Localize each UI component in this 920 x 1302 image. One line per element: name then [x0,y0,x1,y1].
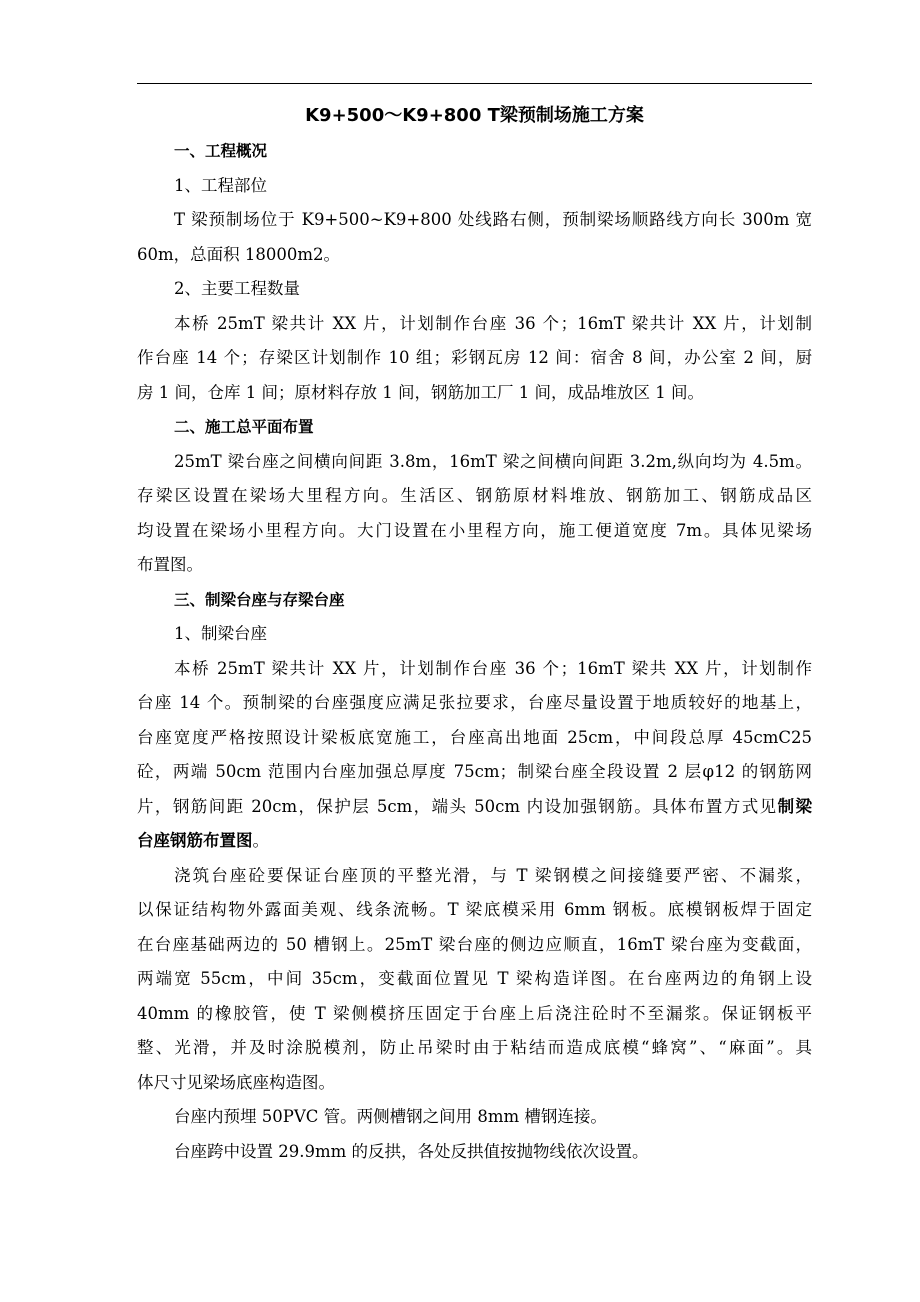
paragraph-line: 60m，总面积 18000m2。 [137,244,341,264]
subheading-3-1: 1、制梁台座 [174,624,267,643]
paragraph-line: 砼，两端 50cm 范围内台座加强总厚度 75cm；制梁台座全段设置 2 层φ12 的钢筋网 [137,762,812,781]
subheading-1-2: 2、主要工程数量 [174,279,300,298]
figure-reference: 制梁 [777,796,812,816]
paragraph-line: 台座内预埋 50PVC 管。两侧槽钢之间用 8mm 槽钢连接。 [174,1107,607,1126]
paragraph-line: 台座跨中设置 29.9mm 的反拱，各处反拱值按抛物线依次设置。 [174,1141,649,1161]
paragraph-line: 两端宽 55cm，中间 35cm，变截面位置见 T 梁构造详图。在台座两边的角钢上设 [137,969,812,988]
subheading-1-1: 1、工程部位 [174,175,267,195]
paragraph-line: 以保证结构物外露面美观、线条流畅。T 梁底模采用 6mm 钢板。底模钢板焊于固定 [137,900,812,919]
paragraph-line: 台座 14 个。预制梁的台座强度应满足张拉要求，台座尽量设置于地质较好的地基上， [137,693,812,712]
figure-reference: 台座钢筋布置图 [137,831,253,850]
paragraph-text: 。 [252,831,269,850]
paragraph-line: 体尺寸见梁场底座构造图。 [137,1072,335,1092]
section-heading-1: 一、工程概况 [174,142,268,160]
paragraph-line: 台座宽度严格按照设计梁板底宽施工，台座高出地面 25cm，中间段总厚 45cmC25 [137,727,812,747]
paragraph-line: 本桥 25mT 梁共计 XX 片，计划制作台座 36 个；16mT 梁共 XX 片，计划制作 [174,658,812,678]
paragraph-line: 布置图。 [137,555,203,574]
header-rule [137,83,812,84]
paragraph-line: T 梁预制场位于 K9+500~K9+800 处线路右侧，预制梁场顺路线方向长 300m 宽 [174,210,812,229]
paragraph-line: 房 1 间，仓库 1 间；原材料存放 1 间，钢筋加工厂 1 间，成品堆放区 1 间。 [137,382,704,402]
paragraph-line [137,824,812,859]
paragraph-line: 均设置在梁场小里程方向。大门设置在小里程方向，施工便道宽度 7m。具体见梁场 [137,520,812,540]
paragraph-line: 存梁区设置在梁场大里程方向。生活区、钢筋原材料堆放、钢筋加工、钢筋成品区 [137,486,812,505]
document-title: K9+500～K9+800 T梁预制场施工方案 [305,105,644,126]
paragraph-text: 片，钢筋间距 20cm，保护层 5cm，端头 50cm 内设加强钢筋。具体布置方式见 [137,796,778,816]
paragraph-line [137,790,812,825]
section-heading-2: 二、施工总平面布置 [174,418,314,436]
paragraph-line: 40mm 的橡胶管，使 T 梁侧模挤压固定于台座上后浇注砼时不至漏浆。保证钢板平 [137,1003,812,1023]
paragraph-line: 本桥 25mT 梁共计 XX 片，计划制作台座 36 个；16mT 梁共计 XX 片，计划制 [174,313,812,333]
paragraph-line: 整、光滑，并及时涂脱模剂，防止吊梁时由于粘结而造成底模“蜂窝”、“麻面”。具 [137,1038,812,1057]
document-body [137,98,812,1169]
paragraph-line: 在台座基础两边的 50 槽钢上。25mT 梁台座的侧边应顺直，16mT 梁台座为变截面， [137,934,812,954]
paragraph-line: 作台座 14 个；存梁区计划制作 10 组；彩钢瓦房 12 间：宿舍 8 间，办公室 2 间，厨 [137,348,812,367]
section-heading-3: 三、制梁台座与存梁台座 [174,590,345,609]
paragraph-line: 浇筑台座砼要保证台座顶的平整光滑，与 T 梁钢模之间接缝要严密、不漏浆， [174,865,812,885]
paragraph-line: 25mT 梁台座之间横向间距 3.8m，16mT 梁之间横向间距 3.2m,纵向均为 4.5m。 [174,451,812,471]
